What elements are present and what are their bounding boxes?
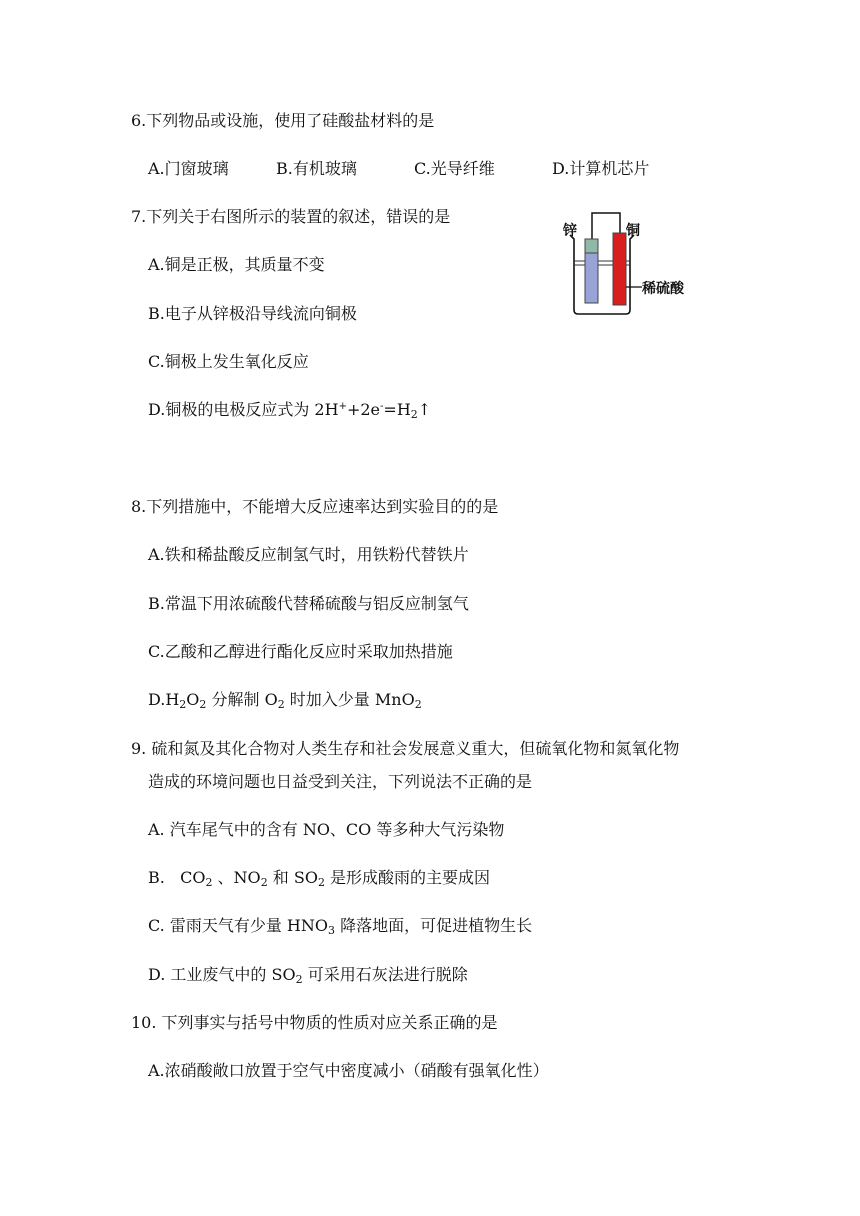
q9-option-d: D. 工业废气中的 $SO_2$ 可采用石灰法进行脱除: [148, 965, 468, 986]
q6-option-b: B.有机玻璃: [276, 159, 357, 178]
q8-option-d: $D.H_2O_2$ 分解制 $O_2$ 时加入少量 MnO$_2$: [148, 690, 422, 711]
q7-stem: 7.下列关于右图所示的装置的叙述，错误的是: [131, 207, 451, 226]
copper-label: 铜: [626, 223, 640, 239]
zinc-label: 锌: [563, 223, 577, 239]
q6-option-a: A.门窗玻璃: [148, 159, 229, 178]
q7-option-c: C.铜极上发生氧化反应: [148, 352, 309, 371]
q7-option-b: B.电子从锌极沿导线流向铜极: [148, 304, 357, 323]
q10-option-a: A.浓硝酸敞口放置于空气中密度减小（硝酸有强氧化性）: [148, 1061, 549, 1080]
q7-option-d: D.铜极的电极反应式为 $2H^++2e^-=H_2↑$: [148, 400, 432, 421]
q8-option-b: B.常温下用浓硫酸代替稀硫酸与铝反应制氢气: [148, 594, 469, 613]
q6-option-c: C.光导纤维: [414, 159, 495, 178]
q10-stem: 10. 下列事实与括号中物质的性质对应关系正确的是: [131, 1013, 498, 1032]
dilute-sulfuric-acid-label: 稀硫酸: [642, 281, 684, 297]
q9-stem-line1: 9. 硫和氮及其化合物对人类生存和社会发展意义重大，但硫氧化物和氮氧化物: [131, 739, 680, 758]
q9-option-a: A. 汽车尾气中的含有 NO、CO 等多种大气污染物: [148, 820, 505, 839]
q8-stem: 8.下列措施中，不能增大反应速率达到实验目的的是: [131, 497, 499, 516]
q9-option-c: C. 雷雨天气有少量 $HNO_3$ 降落地面，可促进植物生长: [148, 916, 533, 937]
q8-option-c: C.乙酸和乙醇进行酯化反应时采取加热措施: [148, 642, 453, 661]
q9-stem-line2: 造成的环境问题也日益受到关注，下列说法不正确的是: [148, 772, 533, 791]
q6-option-d: D.计算机芯片: [552, 159, 650, 178]
q8-option-a: A.铁和稀盐酸反应制氢气时，用铁粉代替铁片: [148, 545, 469, 564]
q9-option-b: B. $CO_2$ 、$NO_2$ 和 $SO_2$ 是形成酸雨的主要成因: [148, 868, 491, 889]
q6-stem: 6.下列物品或设施，使用了硅酸盐材料的是: [131, 111, 435, 130]
q7-option-a: A.铜是正极，其质量不变: [148, 255, 325, 274]
galvanic-cell-diagram: [560, 205, 710, 320]
